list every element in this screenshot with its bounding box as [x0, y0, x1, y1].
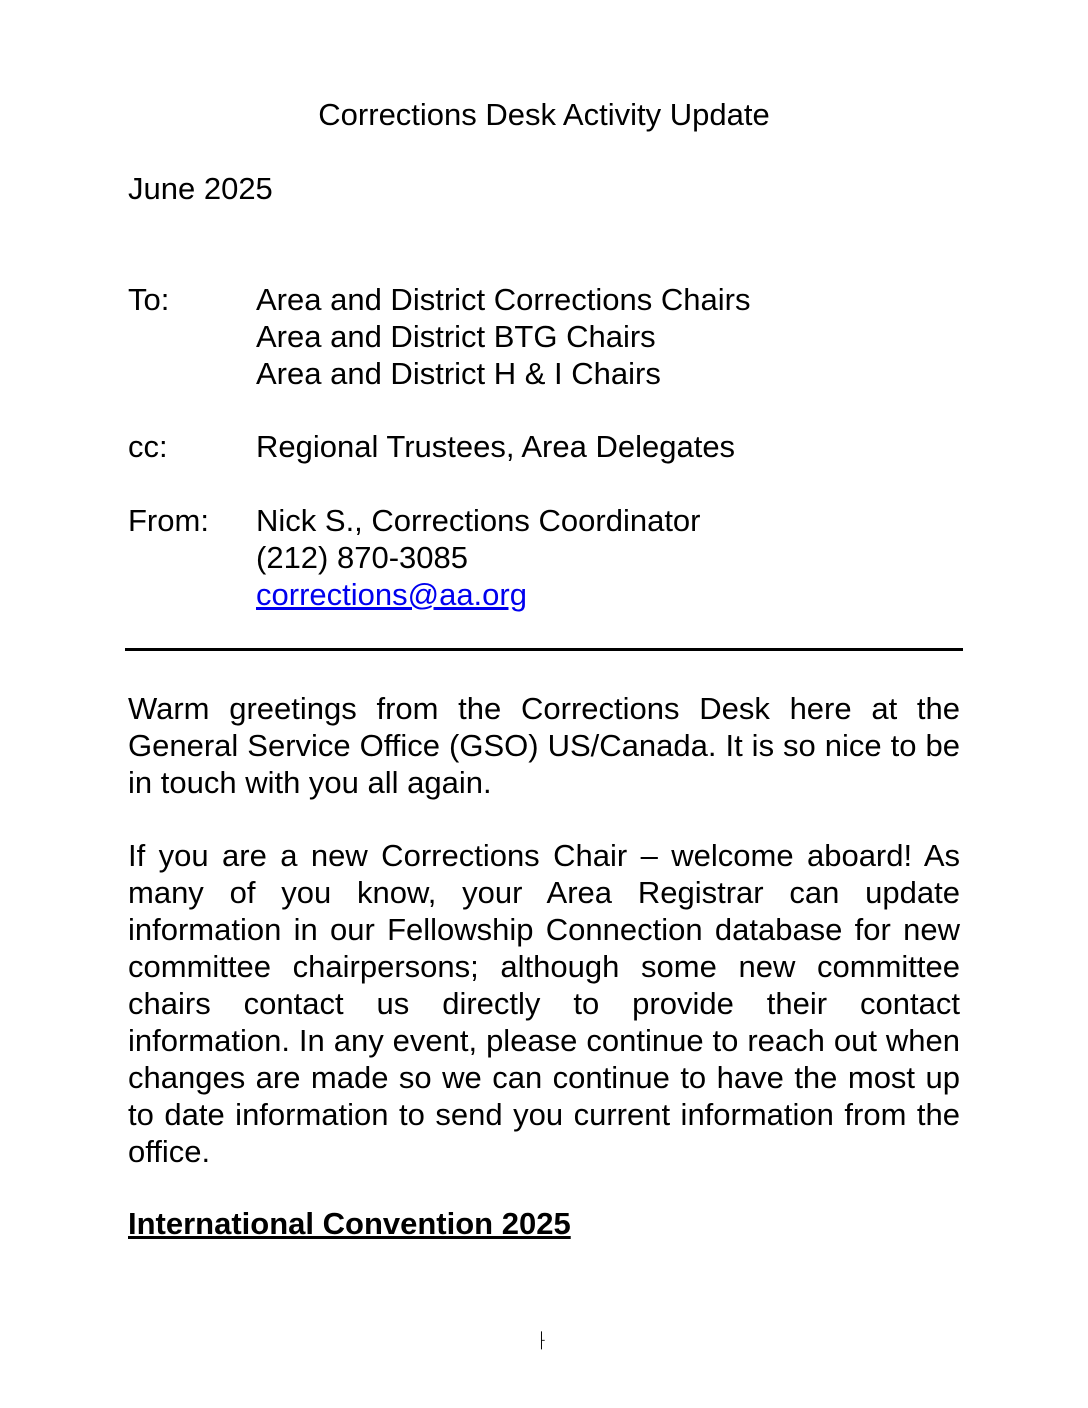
from-name: Nick S., Corrections Coordinator — [256, 503, 701, 538]
to-recipient-line: Area and District Corrections Chairs — [256, 282, 751, 317]
to-label: To: — [128, 282, 170, 317]
section-heading: International Convention 2025 — [128, 1206, 571, 1241]
cc-label: cc: — [128, 429, 168, 464]
header-divider — [125, 648, 963, 651]
from-email-link[interactable]: corrections@aa.org — [256, 577, 527, 612]
document-title: Corrections Desk Activity Update — [318, 97, 770, 132]
document-date: June 2025 — [128, 171, 273, 206]
paragraph-new-chair: If you are a new Corrections Chair – welcome aboard! As many of you know, your Area Registrar can update information in our Fellowship Connection database for new committee chairpersons; although some new committee chairs contact us directly to provide their contact information. In any event, please continue to reach out when changes are made so we can continue to have the most up to date information to send you current information from the office. — [128, 838, 960, 1169]
from-label: From: — [128, 503, 209, 538]
from-details — [256, 502, 701, 613]
page-marker: ⸠ — [538, 1329, 548, 1350]
cc-recipient-line: Regional Trustees, Area Delegates — [256, 429, 736, 464]
to-recipient-line: Area and District BTG Chairs — [256, 319, 656, 354]
to-recipients — [256, 281, 750, 392]
from-phone: (212) 870-3085 — [256, 540, 468, 575]
cc-recipients — [256, 428, 735, 465]
paragraph-greeting: Warm greetings from the Corrections Desk here at the General Service Office (GSO) US/Canada. It is so nice to be in touch with you all again. — [128, 691, 960, 800]
to-recipient-line: Area and District H & I Chairs — [256, 356, 661, 391]
